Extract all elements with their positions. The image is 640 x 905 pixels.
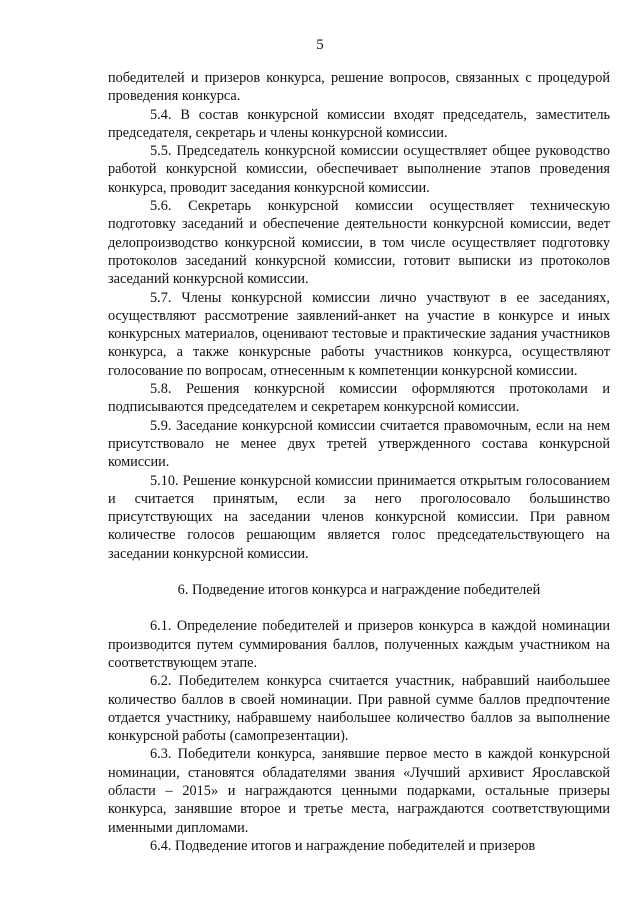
page-number: 5 [316,37,324,53]
paragraph-5-10: 5.10. Решение конкурсной комиссии принимается открытым голосованием и считается принятым, если за него проголосовало большинство присутствующих на заседании членов конкурсной комиссии. При равном количестве голосов решающим является голос председательствующего на заседании конкурсной комиссии. [108,472,610,562]
paragraph-5-5: 5.5. Председатель конкурсной комиссии осуществляет общее руководство работой конкурсной комиссии, обеспечивает выполнение этапов проведения конкурса, проводит заседания конкурсной комиссии. [108,143,610,196]
paragraph-5-6: 5.6. Секретарь конкурсной комиссии осуществляет техническую подготовку заседаний и обеспечение деятельности конкурсной комиссии, ведет делопроизводство конкурсной комиссии, в том числе осуществляет подготовку протоколов заседаний конкурсной комиссии, готовит выписки из протоколов заседаний конкурсной комиссии. [108,198,610,288]
paragraph-5-9: 5.9. Заседание конкурсной комиссии считается правомочным, если на нем присутствовало не менее двух третей утвержденного состава конкурсной комиссии. [108,417,610,471]
paragraph-5-7: 5.7. Члены конкурсной комиссии лично участвуют в ее заседаниях, осуществляют рассмотрение заявлений-анкет на участие в конкурсе и иных конкурсных материалов, оценивают тестовые и практические задания участников конкурса, а также конкурсные работы участников конкурса, осуществляют голосование по вопросам, отнесенным к компетенции конкурсной комиссии. [108,289,610,379]
paragraph-6-3: 6.3. Победители конкурса, занявшие первое место в каждой конкурсной номинации, становятся обладателями звания «Лучший архивист Ярославской области – 2015» и награждаются ценными подарками, остальные призеры конкурса, занявшие второе и третье места, награждаются соответствующими именными дипломами. [108,746,610,836]
paragraph-6-2: 6.2. Победителем конкурса считается участник, набравший наибольшее количество баллов в своей номинации. При равной сумме баллов предпочтение отдается участнику, набравшему наибольшее количество баллов за выполнение конкурсной работы (самопрезентации). [108,673,610,745]
paragraph-5-8: 5.8. Решения конкурсной комиссии оформляются протоколами и подписываются председателем и секретарем конкурсной комиссии. [108,381,610,416]
paragraph-6-1: 6.1. Определение победителей и призеров конкурса в каждой номинации производится путем суммирования баллов, полученных каждым участником на соответствующем этапе. [108,618,610,671]
paragraph-6-4: 6.4. Подведение итогов и награждение победителей и призеров [150,837,536,854]
section-heading: 6. Подведение итогов конкурса и награждение победителей [177,582,541,599]
paragraph-continuation: победителей и призеров конкурса, решение вопросов, связанных с процедурой проведения конкурса. [108,70,610,105]
paragraph-5-4: 5.4. В состав конкурсной комиссии входят председатель, заместитель председателя, секретарь и члены конкурсной комиссии. [108,106,610,141]
document-body [108,69,610,855]
